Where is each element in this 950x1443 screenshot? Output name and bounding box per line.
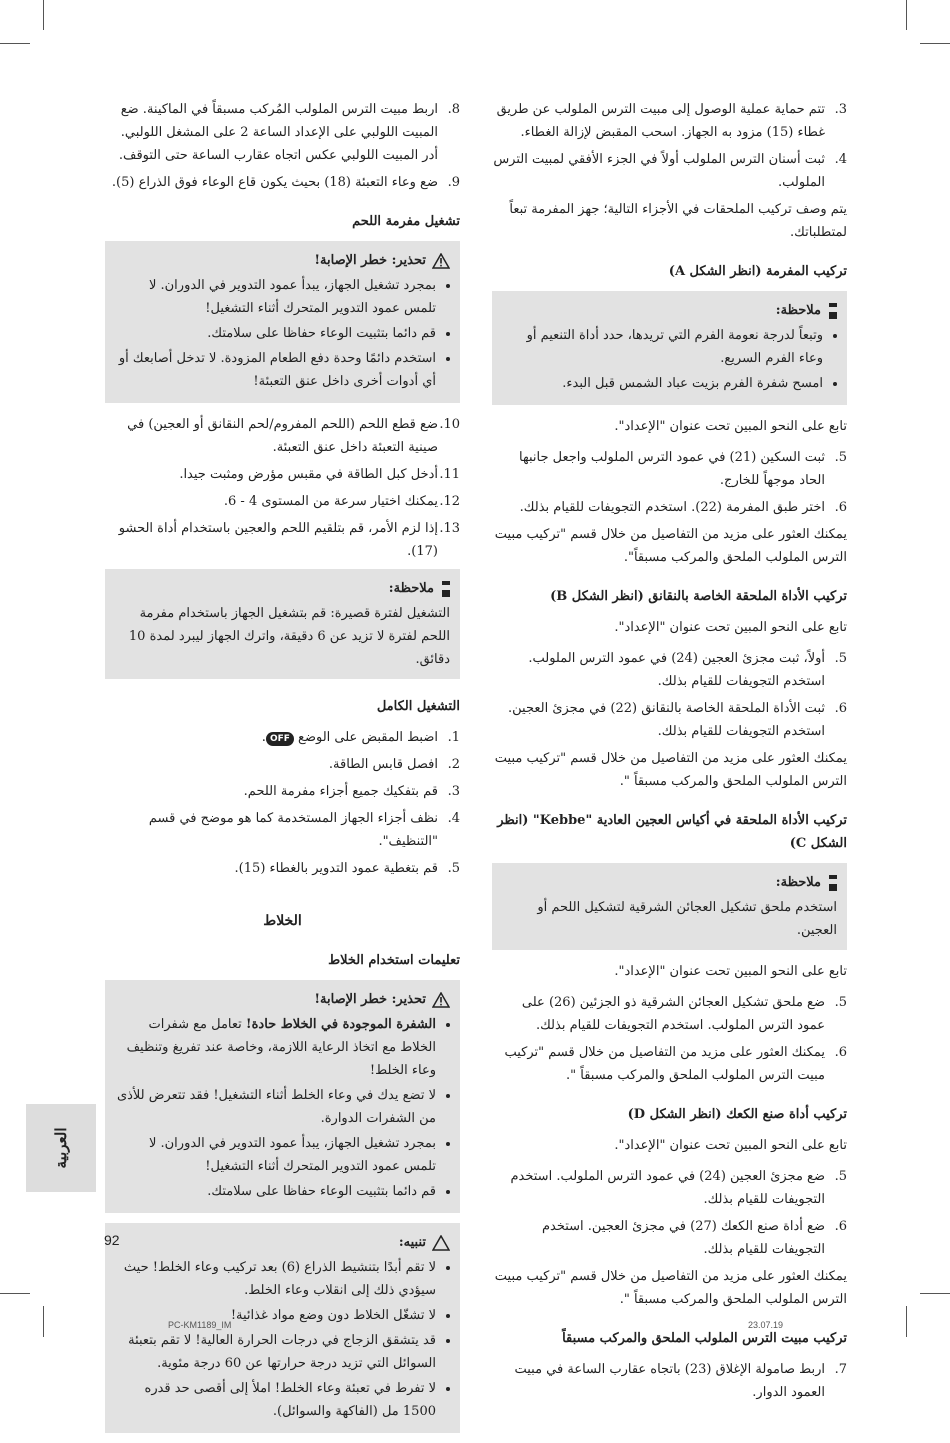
list-item: 9. ضع وعاء التعبئة (18) بحيث يكون قاع الوعاء فوق الذراع (5). — [111, 175, 460, 190]
crop-mark — [0, 1293, 30, 1294]
footer-doc-id: PC-KM1189_IM — [168, 1320, 232, 1330]
list-item: 6. اختر طبق المفرمة (22). استخدم التجويفات للقيام بذلك. — [519, 500, 847, 515]
section-heading: تركيب الأداة الملحقة الخاصة بالنقانق (انظر الشكل B) — [550, 589, 847, 604]
list-item: 5. ضع مجزئ العجين (24) في عمود الترس الملولب. استخدم التجويفات للقيام بذلك. — [510, 1169, 847, 1207]
warning-icon — [432, 253, 450, 269]
list-item: • قد يتشقق الزجاج في درجات الحرارة العالية! لا تقم بتعبئة السوائل التي تزيد درجة حرارتها عن 60 درجة مئوية. — [115, 1329, 436, 1375]
list-item: 11. أدخل كبل الطاقة في مقبس مؤرض ومثبت جيدا. — [179, 467, 460, 482]
list-item: 4. نظف أجزاء الجهاز المستخدمة كما هو موضح في قسم "التنظيف". — [148, 811, 460, 849]
off-icon: OFF — [266, 732, 294, 746]
list-item: 2. افصل قابس الطاقة. — [328, 757, 460, 772]
list-item: 6. يمكنك العثور على مزيد من التفاصيل من خلال قسم "تركيب مبيت الترس الملولب الملحق والمركب مسبقاً ". — [504, 1045, 847, 1083]
list-item: 8. اربط مبيت الترس الملولب المُركب مسبقاً في الماكينة. ضع المبيت اللولبي على الإعداد الساعة 2 على المشغل اللولبي. أدر المبيت اللولبي عكس اتجاه عقارب الساعة حتى التوقف. — [118, 102, 460, 163]
crop-mark — [43, 1306, 44, 1337]
list-item: 5. ثبت السكين (21) في عمود الترس الملولب واجعل جانبها الحاد موجهاً للخارج. — [519, 450, 847, 488]
paragraph: تابع على النحو المبين تحت عنوان "الإعداد". — [614, 419, 847, 434]
list-item: 7. اربط صامولة الإغلاق (23) باتجاه عقارب الساعة في مبيت العمود الدوار. — [514, 1362, 847, 1400]
info-icon — [829, 875, 837, 891]
list-item: 6. ثبت الأداة الملحقة الخاصة بالنقانق (22) في مجزئ العجين. استخدم التجويفات للقيام بذلك. — [508, 701, 847, 739]
note-box: ملاحظة: التشغيل لفترة قصيرة: قم بتشغيل الجهاز باستخدام مفرمة اللحم لفترة لا تزيد عن 6 دقيقة، واترك الجهاز ليبرد لمدة 10 دقائق. — [105, 569, 460, 679]
section-heading: تعليمات استخدام الخلاط — [328, 953, 460, 968]
footer-date: 23.07.19 — [748, 1320, 784, 1330]
list-item: • وتبعاً لدرجة نعومة الفرم التي تريدها، حدد أداة التنعيم أو وعاء الفرم السريع. — [502, 324, 823, 370]
list-item: • قم دائما بتثبيت الوعاء حفاظا على سلامتك. — [115, 1180, 436, 1203]
warning-box: تحذير: خطر الإصابة! • بمجرد تشغيل الجهاز، يبدأ عمود التدوير في الدوران. لا تلمس عمود التدوير المتحرك أثناء التشغيل! • قم دائما بتثبيت الوعاء حفاظا على سلامتك. • استخدم دائمًا وحدة دفع الطعام المزودة. لا تدخل أصابعك أو أي أدوات أخرى داخل عنق التعبئة! — [105, 241, 460, 403]
info-icon — [829, 303, 837, 319]
list-item: • بمجرد تشغيل الجهاز، يبدأ عمود التدوير في الدوران. لا تلمس عمود التدوير المتحرك أثناء التشغيل! — [115, 1132, 436, 1178]
list-item: 3. قم بتفكيك جميع أجزاء مفرمة اللحم. — [243, 784, 460, 799]
list-item: 5. قم بتغطية عمود التدوير بالغطاء (15). — [234, 861, 460, 876]
right-column — [492, 98, 847, 1408]
crop-mark — [906, 1306, 907, 1337]
section-heading: التشغيل الكامل — [376, 699, 460, 714]
section-heading: تشغيل مفرمة اللحم — [352, 214, 460, 229]
list-item: 13. إذا لزم الأمر، قم بتلقيم اللحم والعجين باستخدام أداة الحشو (17). — [118, 521, 460, 559]
paragraph: تابع على النحو المبين تحت عنوان "الإعداد". — [614, 1138, 847, 1153]
crop-mark — [906, 0, 907, 30]
page-number: 92 — [104, 1232, 120, 1248]
list-item: • الشفرة الموجودة في الخلاط حادة! تعامل مع شفرات الخلاط مع اتخاذ الرعاية اللازمة، وخاصة عند تفريغ وتنظيف وعاء الخلط! — [115, 1013, 436, 1082]
note-text: التشغيل لفترة قصيرة: قم بتشغيل الجهاز باستخدام مفرمة اللحم لفترة لا تزيد عن 6 دقيقة، واترك الجهاز ليبرد لمدة 10 دقائق. — [128, 606, 450, 667]
crop-mark — [0, 43, 30, 44]
left-column — [105, 98, 460, 1443]
list-item: • قم دائما بتثبيت الوعاء حفاظا على سلامتك. — [115, 322, 436, 345]
list-item: • لا تقم أبدًا بتنشيط الذراع (6) بعد تركيب وعاء الخلط! حيث سيؤدي ذلك إلى انقلاب وعاء الخلط. — [115, 1256, 436, 1302]
paragraph: يمكنك العثور على مزيد من التفاصيل من خلال قسم "تركيب مبيت الترس الملولب الملحق والمركب مسبقاً". — [494, 527, 847, 565]
paragraph: يتم وصف تركيب الملحقات في الأجزاء التالية؛ جهز المفرمة تبعاً لمتطلباتك. — [509, 202, 847, 240]
crop-mark — [43, 0, 44, 30]
list-item: 4. ثبت أسنان الترس الملولب أولاً في الجزء الأفقي لمبيت الترس الملولب. — [493, 152, 847, 190]
warning-icon — [432, 992, 450, 1008]
list-item: 10. ضع قطع اللحم (اللحم المفروم/لحم النقانق أو العجين) في صينية التعبئة داخل عنق التعبئة. — [127, 417, 460, 455]
caution-box: تنبيه: • لا تقم أبدًا بتنشيط الذراع (6) بعد تركيب وعاء الخلط! حيث سيؤدي ذلك إلى انقلاب وعاء الخلط. • لا تشغّل الخلاط دون وضع مواد غذائية! • قد يتشقق الزجاج في درجات الحرارة العالية! لا تقم بتعبئة السوائل التي تزيد درجة حرارتها عن 60 درجة مئوية. • لا تفرط في تعبئة وعاء الخلط! املأ إلى أقصى حد قدره 1500 مل (الفاكهة والسوائل). — [105, 1223, 460, 1433]
note-text: استخدم ملحق تشكيل العجائن الشرقية لتشكيل اللحم أو العجين. — [537, 900, 837, 938]
note-box: ملاحظة: استخدم ملحق تشكيل العجائن الشرقية لتشكيل اللحم أو العجين. — [492, 863, 847, 950]
paragraph: يمكنك العثور على مزيد من التفاصيل من خلال قسم "تركيب مبيت الترس الملولب الملحق والمركب مسبقاً ". — [494, 1269, 847, 1307]
list-item: • لا تشغّل الخلاط دون وضع مواد غذائية! — [115, 1304, 436, 1327]
note-box: ملاحظة: • وتبعاً لدرجة نعومة الفرم التي تريدها، حدد أداة التنعيم أو وعاء الفرم السريع. • امسح شفرة الفرم بزيت عباد الشمس قبل البدء. — [492, 291, 847, 405]
list-item: 5. ضع ملحق تشكيل العجائن الشرقية ذو الجزئين (26) على عمود الترس الملولب. استخدم التجويفات للقيام بذلك. — [521, 995, 847, 1033]
list-item: 1. اضبط المقبض على الوضع OFF. — [261, 730, 460, 745]
list-item: • استخدم دائمًا وحدة دفع الطعام المزودة. لا تدخل أصابعك أو أي أدوات أخرى داخل عنق التعبئة! — [115, 347, 436, 393]
paragraph: يمكنك العثور على مزيد من التفاصيل من خلال قسم "تركيب مبيت الترس الملولب الملحق والمركب مسبقاً ". — [494, 751, 847, 789]
list-item: 6. ضع أداة صنع الكعك (27) في مجزئ العجين. استخدم التجويفات للقيام بذلك. — [541, 1219, 847, 1257]
section-heading: تركيب المفرمة (انظر الشكل A) — [668, 264, 847, 279]
list-item: 5. أولاً، ثبت مجزئ العجين (24) في عمود الترس الملولب. استخدم التجويفات للقيام بذلك. — [528, 651, 847, 689]
list-item: • لا تفرط في تعبئة وعاء الخلط! املأ إلى أقصى حد قدره 1500 مل (الفاكهة والسوائل). — [115, 1377, 436, 1423]
paragraph: تابع على النحو المبين تحت عنوان "الإعداد". — [614, 964, 847, 979]
warning-box: تحذير: خطر الإصابة! • الشفرة الموجودة في الخلاط حادة! تعامل مع شفرات الخلاط مع اتخاذ الرعاية اللازمة، وخاصة عند تفريغ وتنظيف وعاء الخلط! • لا تضع يدك في وعاء الخلط أثناء التشغيل! فقد تتعرض للأذى من الشفرات الدوارة. • بمجرد تشغيل الجهاز، يبدأ عمود التدوير في الدوران. لا تلمس عمود التدوير المتحرك أثناء التشغيل! • قم دائما بتثبيت الوعاء حفاظا على سلامتك. — [105, 980, 460, 1213]
list-item: 3. تتم حماية عملية الوصول إلى مبيت الترس الملولب عن طريق غطاء (15) مزود به الجهاز. اسحب المقبض لإزالة الغطاء. — [496, 102, 847, 140]
crop-mark — [920, 1293, 950, 1294]
info-icon — [442, 581, 450, 597]
caution-icon — [432, 1235, 450, 1251]
list-item: 12. يمكنك اختيار سرعة من المستوى 4 - 6. — [223, 494, 460, 509]
list-item: • لا تضع يدك في وعاء الخلط أثناء التشغيل! فقد تتعرض للأذى من الشفرات الدوارة. — [115, 1084, 436, 1130]
section-heading: تركيب الأداة الملحقة في أكياس العجين العادية "Kebbe" (انظر الشكل C) — [497, 813, 847, 851]
paragraph: تابع على النحو المبين تحت عنوان "الإعداد". — [614, 620, 847, 635]
section-heading: تركيب أداة صنع الكعك (انظر الشكل D) — [627, 1107, 847, 1122]
section-title: الخلاط — [263, 913, 302, 929]
section-heading: تركيب مبيت الترس الملولب الملحق والمركب مسبقاً — [562, 1331, 847, 1346]
crop-mark — [920, 43, 950, 44]
list-item: • امسح شفرة الفرم بزيت عباد الشمس قبل البدء. — [502, 372, 823, 395]
list-item: • بمجرد تشغيل الجهاز، يبدأ عمود التدوير في الدوران. لا تلمس عمود التدوير المتحرك أثناء التشغيل! — [115, 274, 436, 320]
language-tab: العربية — [26, 1104, 96, 1192]
